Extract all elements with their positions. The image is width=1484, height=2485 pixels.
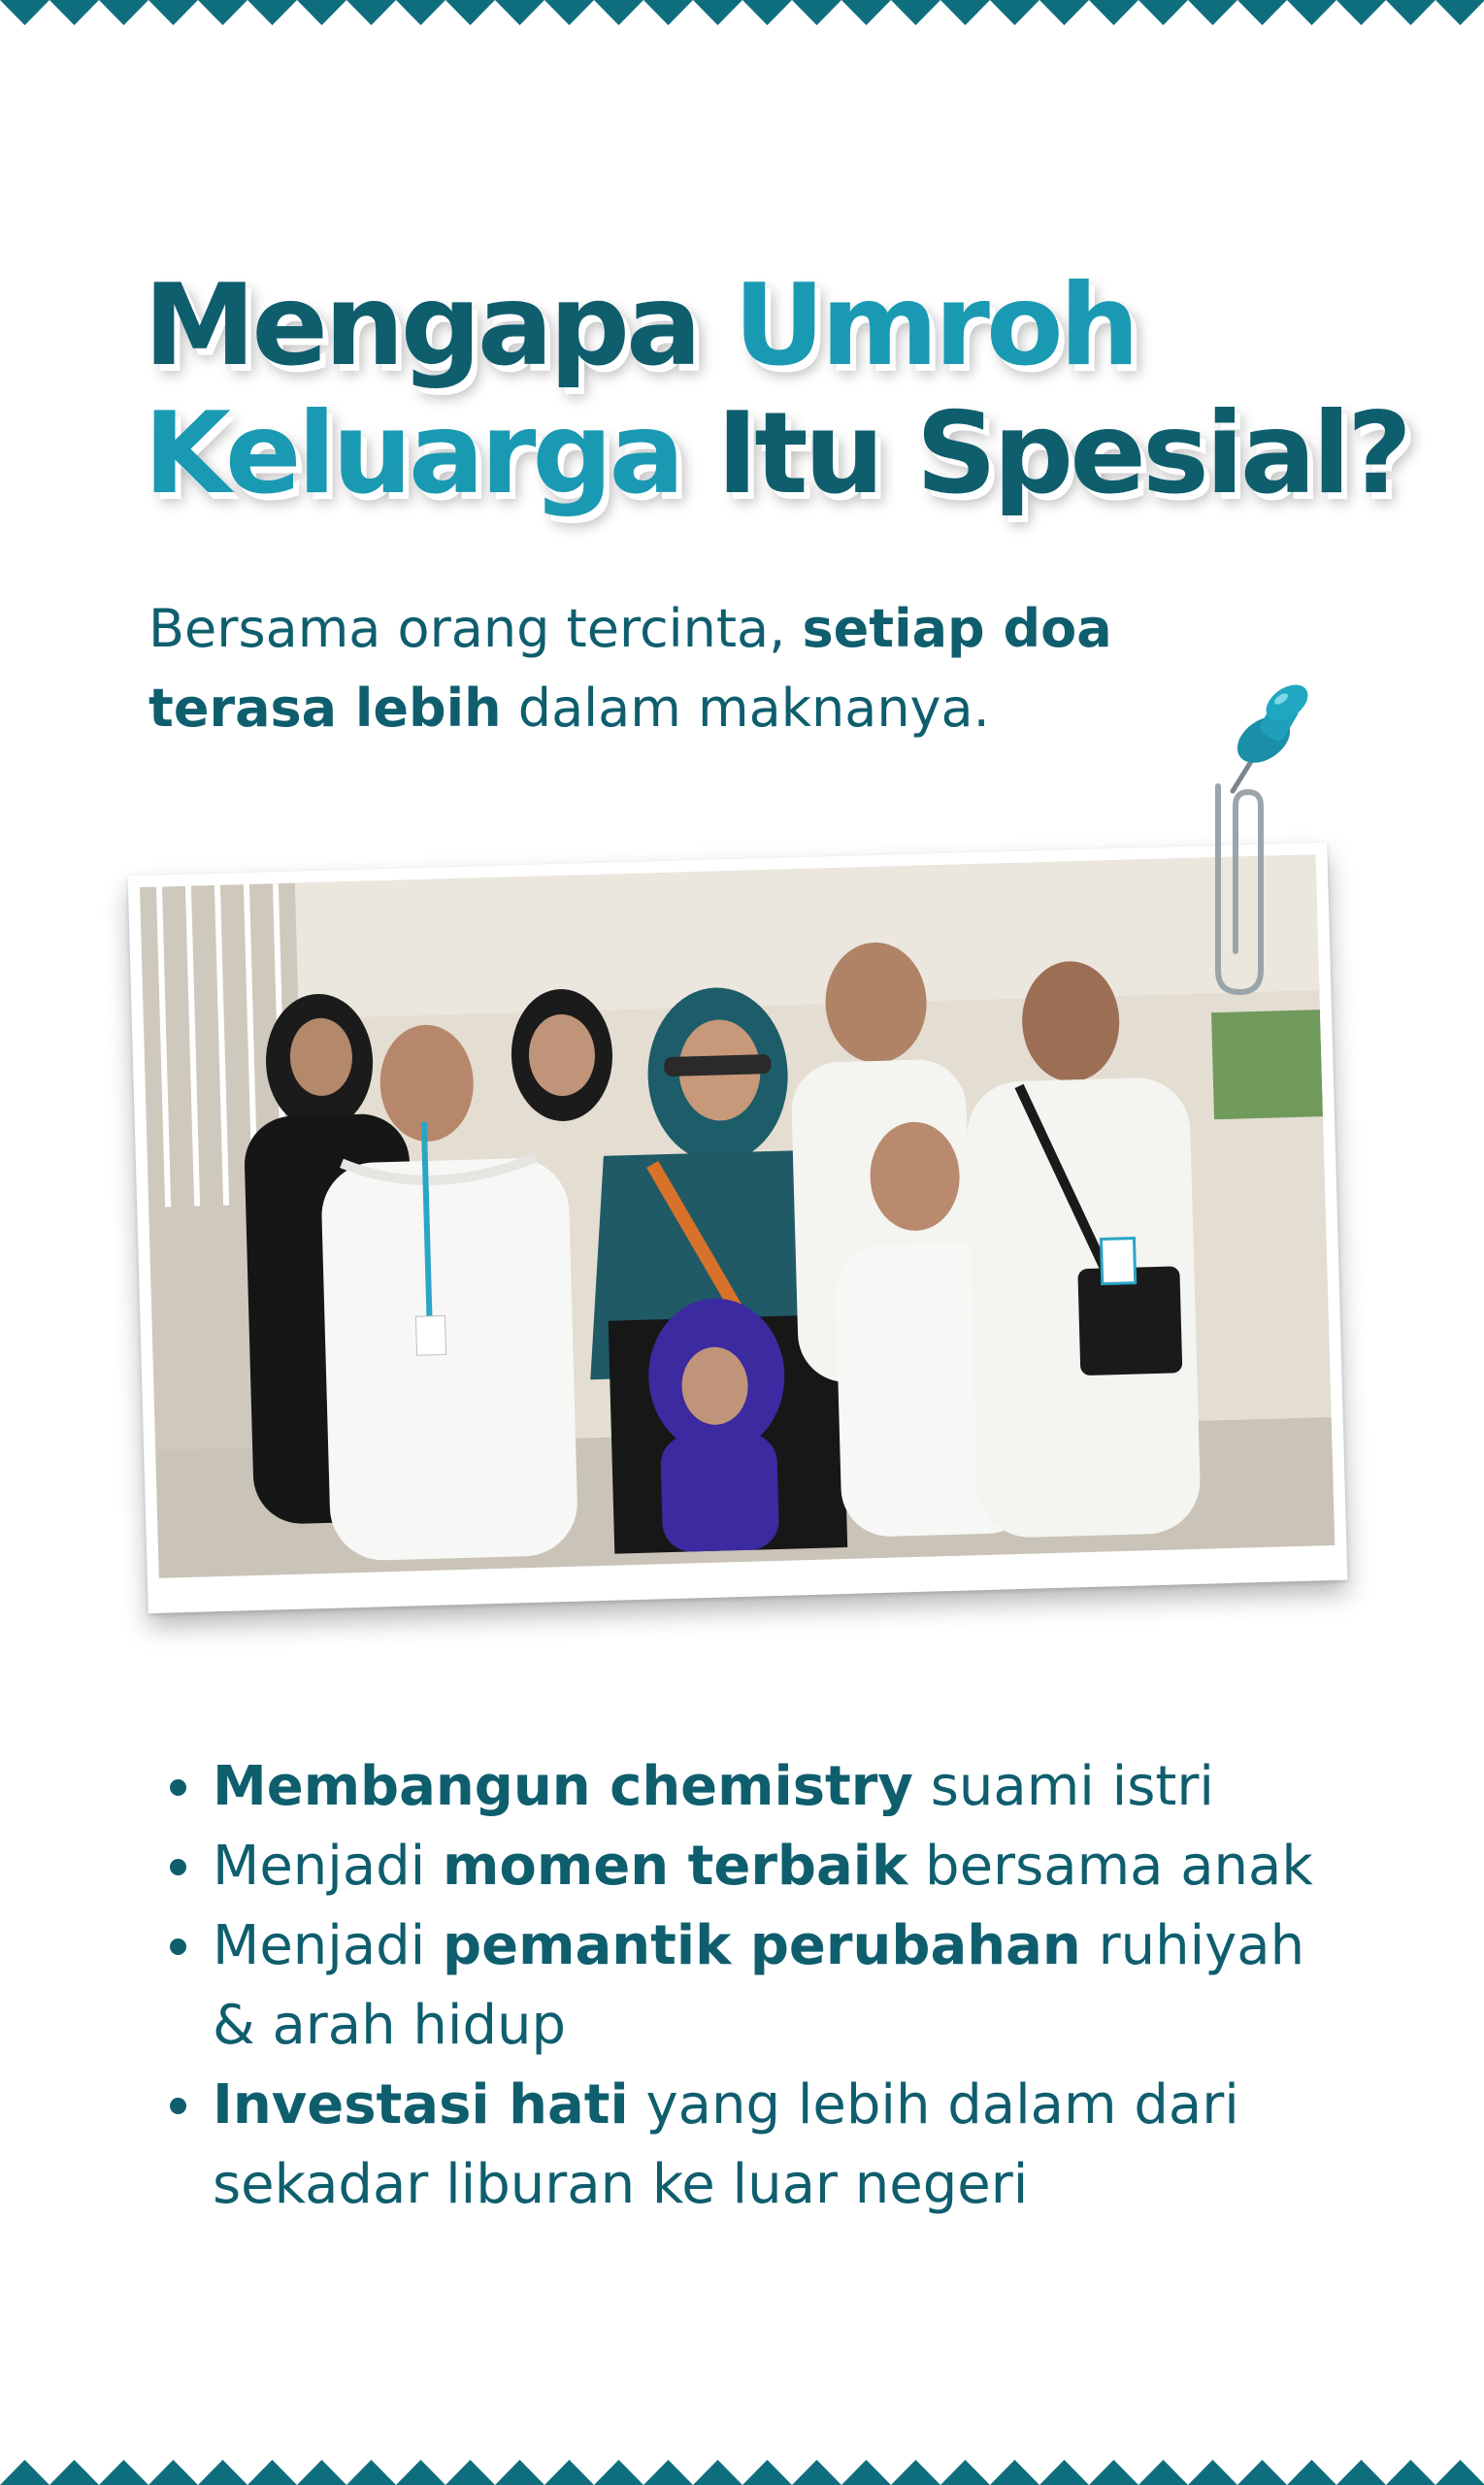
- list-item: [170, 1747, 1383, 1827]
- list-item-bold: pemantik perubahan: [443, 1914, 1081, 1977]
- subtitle-bold-1: setiap doa: [802, 598, 1112, 659]
- list-item-text: Menjadi: [213, 1835, 444, 1898]
- bottom-zigzag-border: [0, 2456, 1484, 2485]
- headline-word-keluarga: Keluarga: [144, 388, 681, 519]
- push-pin-icon: [1184, 679, 1310, 1000]
- list-item-text: sekadar liburan ke luar negeri: [213, 2153, 1029, 2216]
- list-item: [170, 2066, 1383, 2225]
- list-item-text: Menjadi: [213, 1914, 444, 1977]
- family-photo: [140, 854, 1335, 1578]
- headline-word-itu-spesial: Itu Spesial?: [716, 388, 1409, 519]
- list-item-text: & arah hidup: [213, 1994, 567, 2057]
- list-item-text: ruhiyah: [1080, 1914, 1305, 1977]
- family-photo-icon: [140, 854, 1335, 1578]
- list-item: [170, 1827, 1383, 1906]
- benefit-list: [170, 1747, 1383, 2225]
- list-item-text: suami istri: [912, 1755, 1214, 1818]
- list-item: [170, 1906, 1383, 2066]
- list-item-bold: Investasi hati: [213, 2073, 629, 2137]
- headline-line-1: [144, 262, 1405, 390]
- subtitle: [148, 589, 1265, 748]
- headline-word-mengapa: Mengapa: [144, 260, 699, 391]
- subtitle-bold-2: terasa lebih: [148, 678, 502, 739]
- photo-frame: [128, 843, 1348, 1613]
- list-item-bold: momen terbaik: [443, 1835, 908, 1898]
- subtitle-text-2: dalam maknanya.: [501, 678, 990, 739]
- headline-word-umroh: Umroh: [733, 260, 1137, 391]
- list-item-text: bersama anak: [907, 1835, 1313, 1898]
- headline: [144, 260, 1409, 519]
- list-item-bold: Membangun chemistry: [213, 1755, 913, 1818]
- list-item-text: yang lebih dalam dari: [628, 2073, 1239, 2137]
- top-zigzag-border: [0, 0, 1484, 29]
- headline-line-2: [144, 388, 1409, 519]
- subtitle-text-1: Bersama orang tercinta,: [148, 598, 803, 659]
